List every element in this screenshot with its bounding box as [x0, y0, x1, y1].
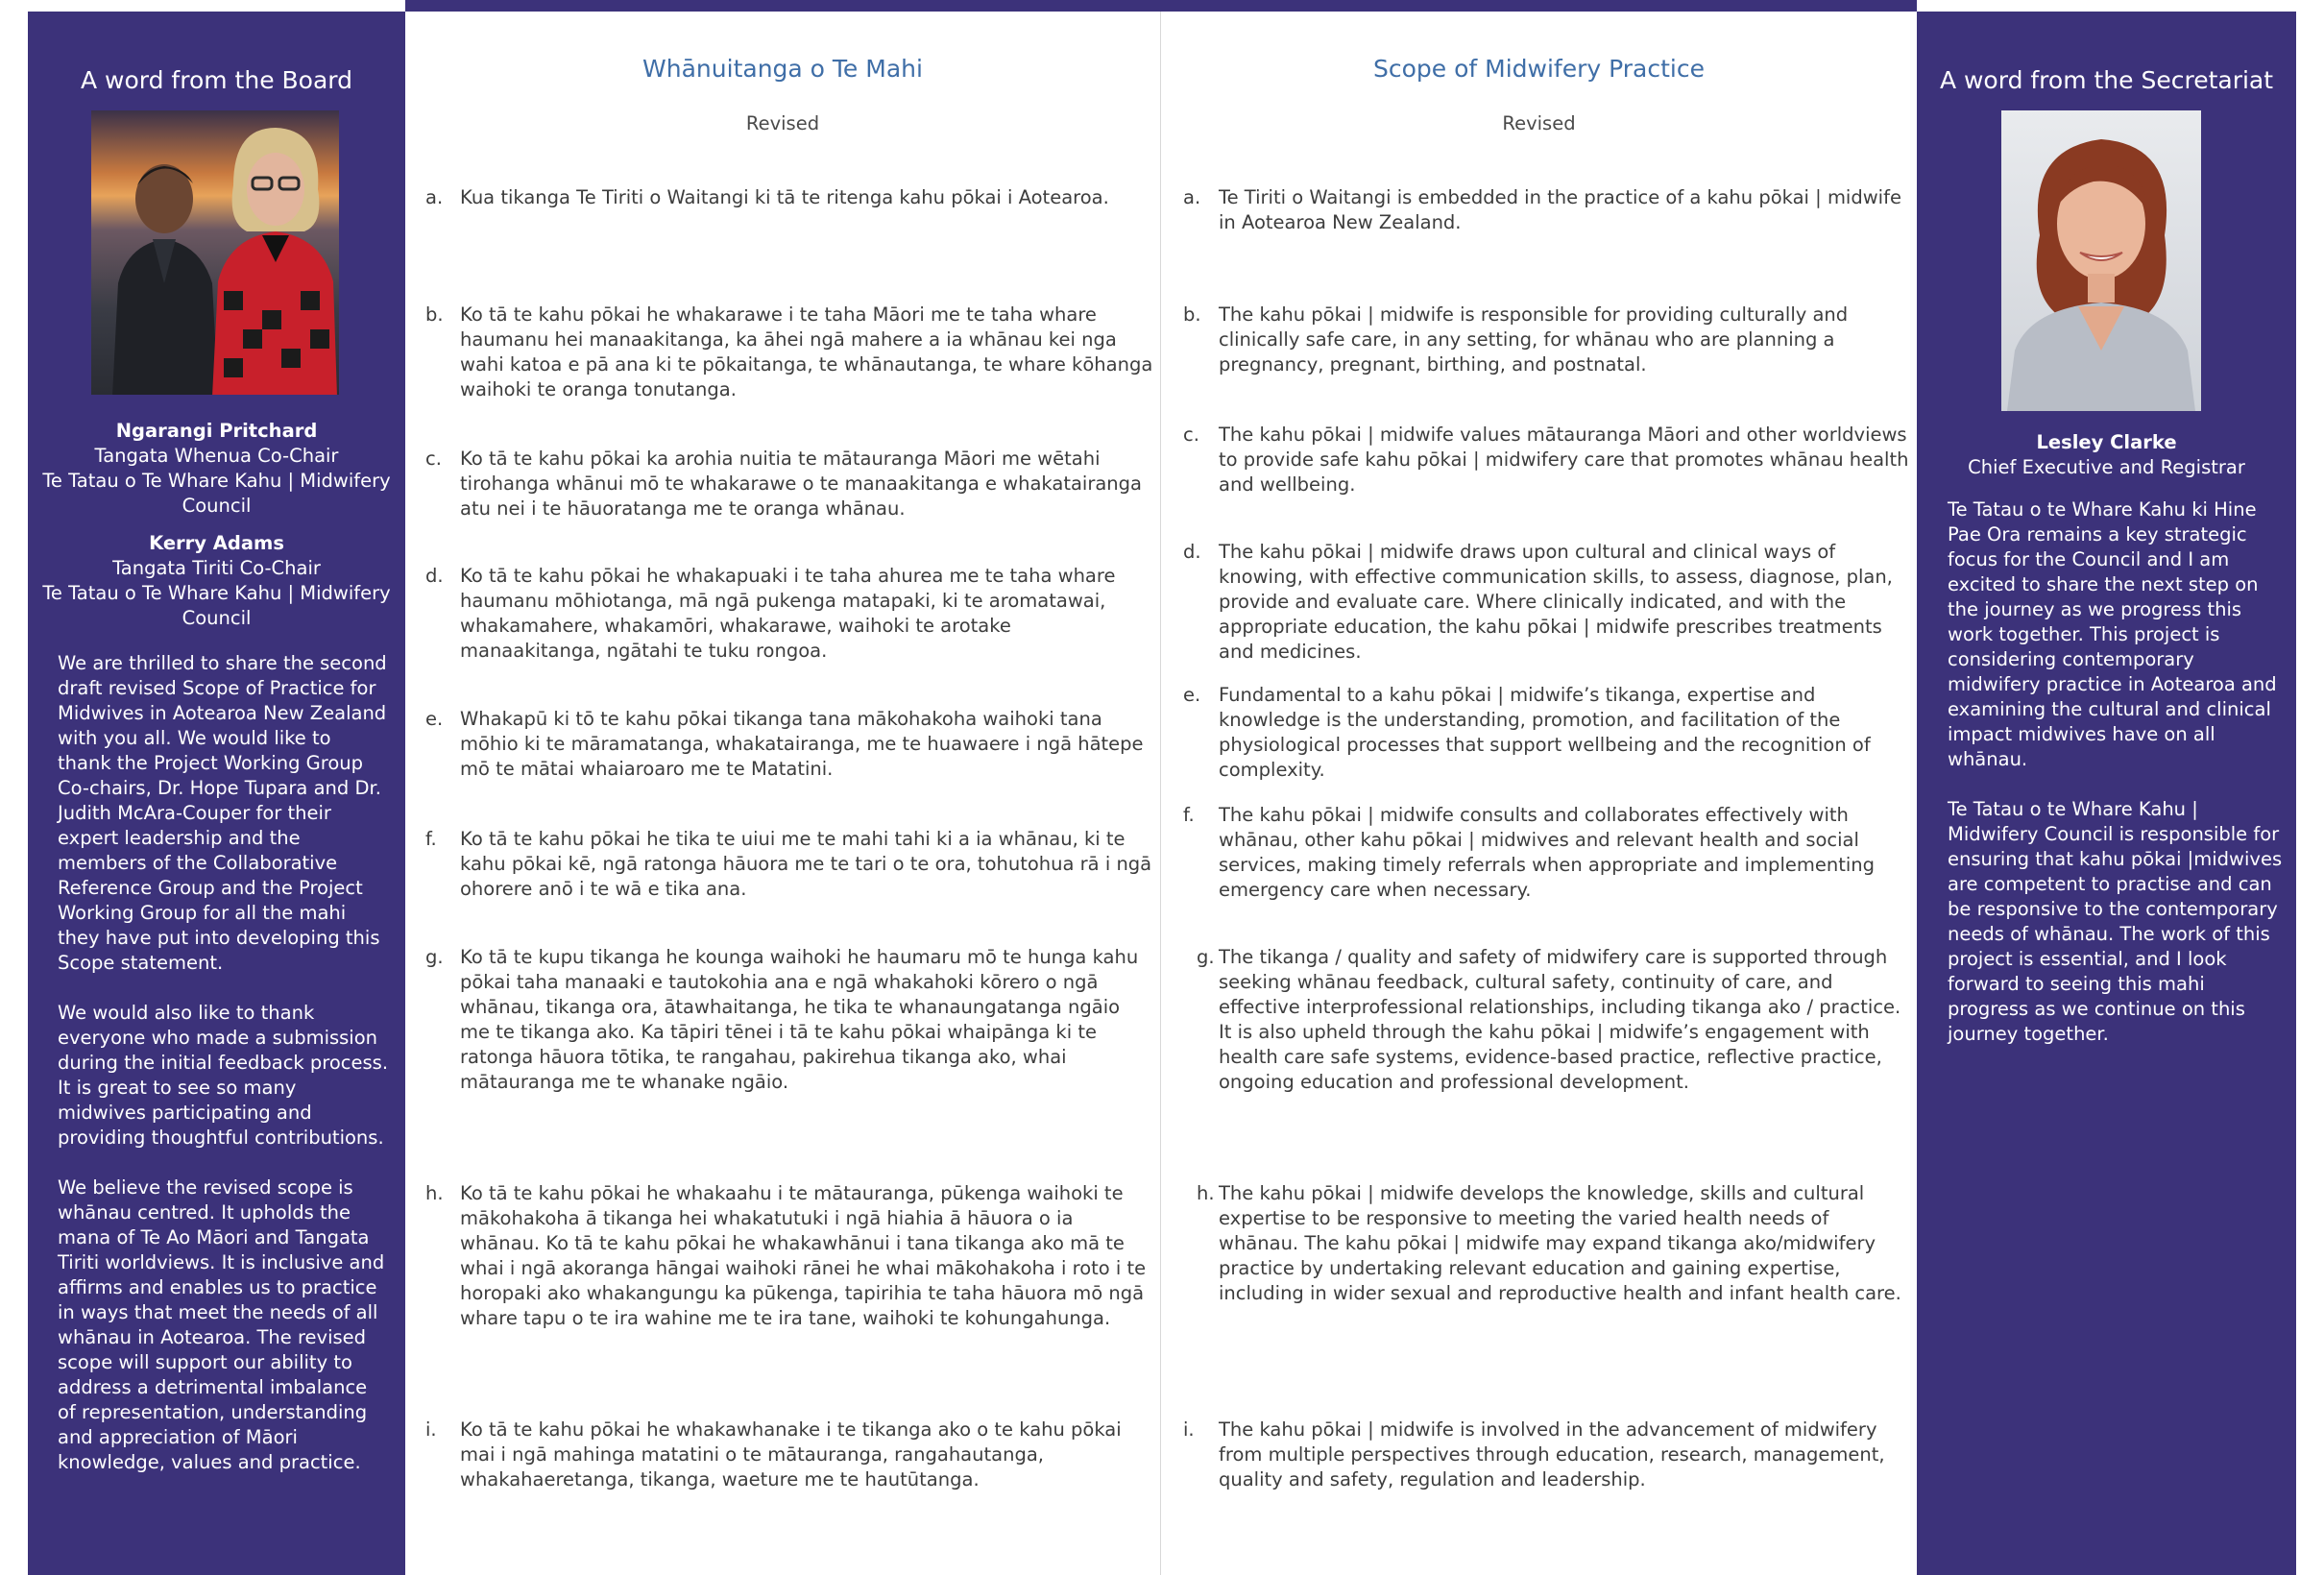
item-text: Ko tā te kahu pōkai he whakapuaki i te taha ahurea me te taha whare haumanu mōhiotanga, mā ngā pukenga matapaki, ki te aromatawai, whakamahere, whakamōri, whakarawe, waihoki te arotake manaakitanga, ngātahi te tuku rongoa.: [460, 565, 1116, 662]
maori-column-title: Whānuitanga o Te Mahi: [642, 55, 923, 83]
item-letter: a.: [1183, 186, 1201, 208]
item-text: Ko tā te kahu pōkai ka arohia nuitia te mātauranga Māori me wētahi tirohanga whānui mō te whakarawe o te manaakitanga e whakatairanga atu nei i te hāuoratanga me te oranga whānau.: [460, 448, 1142, 520]
board-panel: [28, 12, 405, 1575]
secretariat-paragraph: Te Tatau o te Whare Kahu ki Hine Pae Ora remains a key strategic focus for the Council and I am excited to share the next step on the journey as we progress this work together. This project is considering contemporary midwifery practice in Aotearoa and examining the cultural and clinical impact midwives have on all whānau.: [1948, 498, 2277, 770]
item-text: Te Tiriti o Waitangi is embedded in the practice of a kahu pōkai | midwife in Aotearoa New Zealand.: [1219, 186, 1901, 233]
item-text: Ko tā te kahu pōkai he whakawhanake i te tikanga ako o te kahu pōkai mai i ngā mahinga matatini o te mātauranga, rangahautanga, whakahaeretanga, tikanga, waeture me te hautūtanga.: [460, 1418, 1122, 1490]
item-text: Ko tā te kahu pōkai he tika te uiui me te mahi tahi ki a ia whānau, ki te kahu pōkai kē, ngā ratonga hāuora me te tari o te ora, tohutohua rā i ngā ohorere anō i te wā e tika ana.: [460, 828, 1152, 900]
item-letter: d.: [425, 565, 444, 587]
item-text: Ko tā te kupu tikanga he kounga waihoki he haumaru mō te hunga kahu pōkai taha manaaki e tautokohia ana e ngā whakahoki kōrero o ngā whānau, tikanga ora, ātawhaitanga, he tika te whanaungatanga ngāio me te tikanga ako. Ka tāpiri tēnei i tā te kahu pōkai whaipānga ki te ratonga hāuora tōtika, te rangahau, pakirehua tikanga ako, whai mātauranga me te whanake ngāio.: [460, 946, 1139, 1093]
item-text: The kahu pōkai | midwife develops the knowledge, skills and cultural expertise to be responsive to meeting the varied health needs of whānau. The kahu pōkai | midwife may expand tikanga ako/midwifery practice by undertaking relevant education and gaining expertise, including in wider sexual and reproductive health and infant health care.: [1219, 1182, 1901, 1304]
board-person-1-org: Te Tatau o Te Whare Kahu | Midwifery Council: [42, 470, 391, 517]
board-message: [58, 651, 389, 1500]
board-person-2-name: Kerry Adams: [149, 532, 284, 554]
top-accent-bar: [405, 0, 1917, 12]
item-letter: i.: [425, 1418, 437, 1441]
board-person-2: [41, 531, 392, 631]
item-text: Whakapū ki tō te kahu pōkai tikanga tana mākohakoha waihoki tana mōhio ki te māramatanga, whakatairanga, me te huawaere i ngā hātepe mō te mātai whaiaroaro me te Matatini.: [460, 708, 1144, 780]
chief-executive-info: [1917, 430, 2296, 480]
english-column-title: Scope of Midwifery Practice: [1373, 55, 1705, 83]
item-text: The kahu pōkai | midwife values mātauranga Māori and other worldviews to provide safe kahu pōkai | midwifery care that promotes whānau health and wellbeing.: [1219, 424, 1909, 496]
board-paragraph: We believe the revised scope is whānau centred. It upholds the mana of Te Ao Māori and Tangata Tiriti worldviews. It is inclusive and affirms and enables us to practice in ways that meet the needs of all whānau in Aotearoa. The revised scope will support our ability to address a detrimental imbalance of representation, understanding and appreciation of Māori knowledge, values and practice.: [58, 1176, 385, 1473]
item-text: The kahu pōkai | midwife is involved in the advancement of midwifery from multiple perspectives through education, research, management, quality and safety, regulation and leadership.: [1219, 1418, 1885, 1490]
board-person-1: [41, 419, 392, 519]
secretariat-panel: [1917, 12, 2296, 1575]
column-divider: [1160, 12, 1161, 1575]
secretariat-paragraph: Te Tatau o te Whare Kahu | Midwifery Council is responsible for ensuring that kahu pōkai |midwives are competent to practise and can be responsive to the contemporary needs of whānau. The work of this project is essential, and I look forward to seeing this mahi progress as we continue on this journey together.: [1948, 798, 2283, 1045]
chief-executive-role: Chief Executive and Registrar: [1968, 456, 2245, 478]
board-paragraph: We are thrilled to share the second draft revised Scope of Practice for Midwives in Aotearoa New Zealand with you all. We would like to thank the Project Working Group Co-chairs, Dr. Hope Tupara and Dr. Judith McAra-Couper for their expert leadership and the members of the Collaborative Reference Group and the Project Working Group for all the mahi they have put into developing this Scope statement.: [58, 652, 387, 974]
item-letter: h.: [425, 1182, 444, 1204]
item-text: The kahu pōkai | midwife consults and collaborates effectively with whānau, other kahu pōkai | midwives and relevant health and social services, making timely referrals when appropriate and implementing emergency care when necessary.: [1219, 804, 1876, 901]
item-letter: h.: [1197, 1182, 1215, 1204]
english-column-subtitle: Revised: [1502, 112, 1576, 134]
item-text: Fundamental to a kahu pōkai | midwife’s tikanga, expertise and knowledge is the understanding, promotion, and facilitation of the physiological processes that support wellbeing and the recognition of complexity.: [1219, 684, 1871, 781]
item-letter: e.: [425, 708, 444, 730]
board-paragraph: We would also like to thank everyone who made a submission during the initial feedback process. It is great to see so many midwives participating and providing thoughtful contributions.: [58, 1002, 389, 1149]
secretariat-message: [1948, 497, 2286, 1072]
maori-column-subtitle: Revised: [745, 112, 820, 134]
item-text: Kua tikanga Te Tiriti o Waitangi ki tā te ritenga kahu pōkai i Aotearoa.: [460, 186, 1109, 208]
item-letter: g.: [1197, 946, 1215, 968]
item-letter: c.: [425, 448, 442, 470]
item-text: The kahu pōkai | midwife draws upon cultural and clinical ways of knowing, with effective communication skills, to assess, diagnose, plan, provide and evaluate care. Where clinically indicated, and with the appropriate education, the kahu pōkai | midwife prescribes treatments and medicines.: [1219, 541, 1893, 663]
item-letter: f.: [425, 828, 437, 850]
item-letter: a.: [425, 186, 444, 208]
item-letter: g.: [425, 946, 444, 968]
chief-executive-portrait: [2001, 110, 2201, 411]
board-person-1-name: Ngarangi Pritchard: [115, 420, 318, 442]
chief-executive-photo: [2001, 110, 2201, 411]
item-letter: b.: [425, 303, 444, 326]
item-text: Ko tā te kahu pōkai he whakarawe i te taha Māori me te taha whare haumanu hei manaakitanga, ka āhei ngā mahere a ia whānau kei nga wahi katoa e pā ana ki te pōkaitanga, te whānautanga, te whare kōhanga waihoki te oranga tonutanga.: [460, 303, 1153, 400]
board-person-1-role: Tangata Whenua Co-Chair: [94, 445, 339, 467]
board-co-chairs-photo: [91, 110, 339, 395]
chief-executive-name: Lesley Clarke: [2036, 431, 2177, 453]
item-text: The tikanga / quality and safety of midwifery care is supported through seeking whānau feedback, cultural safety, continuity of care, and effective interprofessional relationships, including tikanga ako / practice. It is also upheld through the kahu pōkai | midwife’s engagement with health care safe systems, evidence-based practice, reflective practice, ongoing education and professional development.: [1219, 946, 1901, 1093]
board-person-2-org: Te Tatau o Te Whare Kahu | Midwifery Council: [42, 582, 391, 629]
board-person-2-role: Tangata Tiriti Co-Chair: [112, 557, 321, 579]
item-letter: b.: [1183, 303, 1201, 326]
co-chair-figure-right: [205, 118, 339, 395]
board-title: A word from the Board: [80, 66, 353, 94]
item-letter: e.: [1183, 684, 1201, 706]
item-text: The kahu pōkai | midwife is responsible for providing culturally and clinically safe care, in any setting, for whānau who are planning a pregnancy, pregnant, birthing, and postnatal.: [1219, 303, 1849, 376]
item-letter: f.: [1183, 804, 1195, 826]
item-letter: d.: [1183, 541, 1201, 563]
item-letter: i.: [1183, 1418, 1195, 1441]
item-text: Ko tā te kahu pōkai he whakaahu i te mātauranga, pūkenga waihoki te mākohakoha ā tikanga hei whakatutuki i ngā hiahia ā hāuora o ia whānau. Ko tā te kahu pōkai he whakawhānui i tana tikanga ako mā te whai i ngā akoranga hāngai waihoki rānei he whai mākohakoha i roto i te horopaki ako whakangungu ka pūkenga, tapirihia te taha hāuora mō ngā whare tapu o te ira wahine me te ira tane, waihoki te kohungahunga.: [460, 1182, 1147, 1329]
secretariat-title: A word from the Secretariat: [1939, 66, 2274, 94]
item-letter: c.: [1183, 424, 1199, 446]
